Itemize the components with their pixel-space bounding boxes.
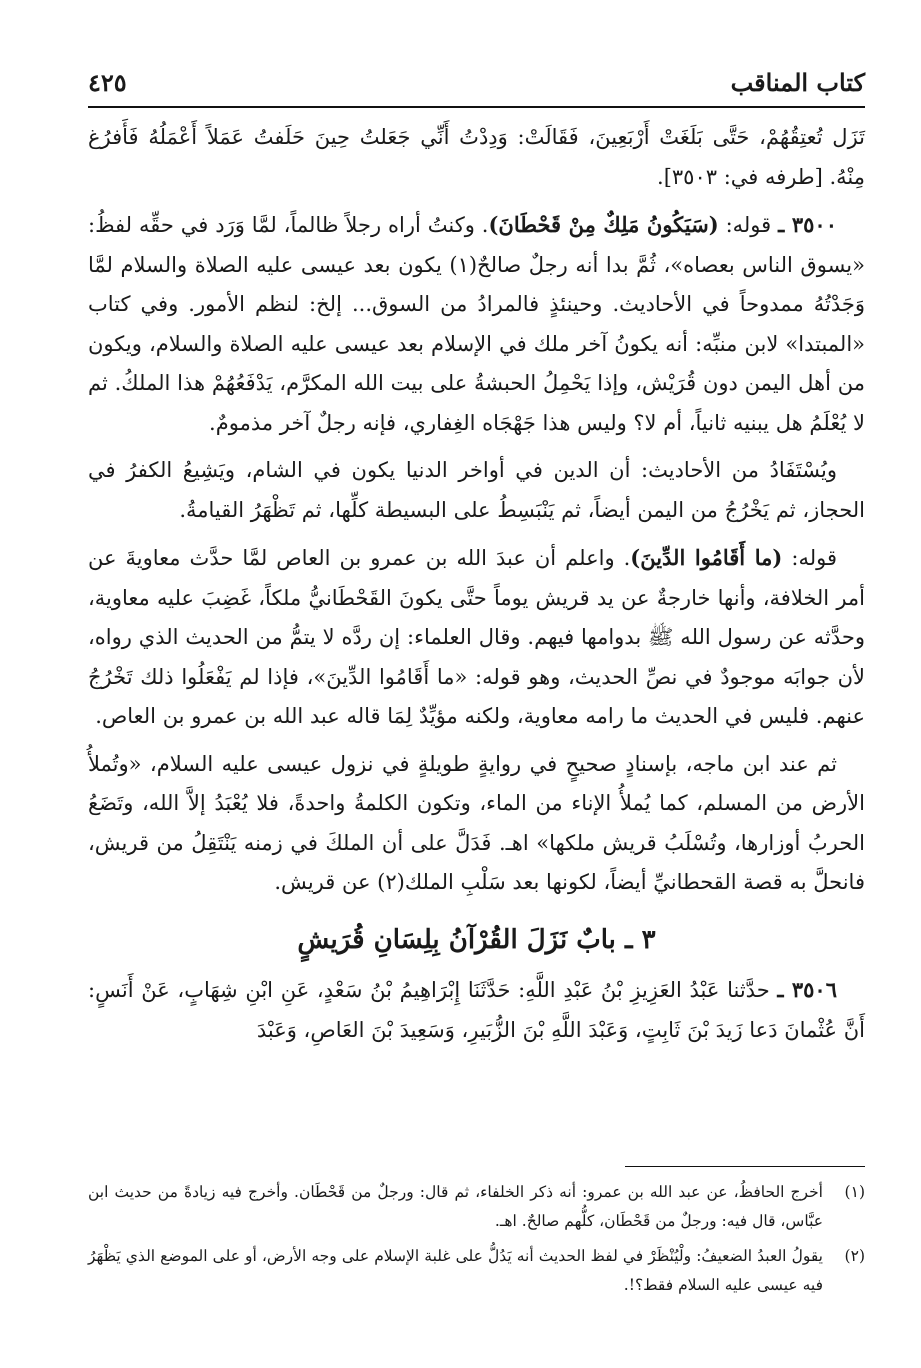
chapter-heading: ٣ ـ بابٌ نَزَلَ القُرْآنُ بِلِسَانِ قُرَيشٍ: [297, 924, 656, 955]
paragraph-text: حدَّثنا عَبْدُ العَزِيزِ بْنُ عَبْدِ اللَّهِ: حَدَّثَنَا إِبْرَاهِيمُ بْنُ سَعْدٍ، عَنِ ابْنِ شِهَابٍ، عَنْ أَنَسٍ: أَنَّ عُثْمانَ دَعا زَيدَ بْنَ ثَابِتٍ، وَعَبْدَ اللَّهِ بْنَ الزُّبَيرِ، وَسَعِيدَ بْنَ العَاصِ، وَعَبْدَ: [88, 978, 865, 1042]
paragraph-text: قوله:: [718, 213, 779, 237]
paragraph-yustafad: ويُسْتَفَادُ من الأحاديث: أن الدين في أواخر الدنيا يكون في الشام، ويَشِيعُ الكفرُ في الحجاز، ثم يَخْرُجُ من اليمن أيضاً، ثم يَنْبَسِطُ على البسيطة كلِّها، ثم تَظْهَرُ القيامةُ.: [88, 458, 865, 522]
footnote-text: يقولُ العبدُ الضعيفُ: ولْيُنْظَرْ في لفظ الحديث أنه يَدُلُّ على غلبة الإسلام على وجه الأرض، أو على الموضع الذي يَظْهَرُ فيه عيسى عليه السلام فقط؟!.: [88, 1247, 823, 1294]
paragraph-ma-aqamu: [88, 538, 865, 737]
footnote-marker: (٢): [844, 1247, 865, 1265]
quoted-phrase: (ما أَقَامُوا الدِّينَ): [630, 545, 783, 570]
running-title: كتاب المناقب: [730, 67, 865, 97]
hadith-number: ٣٥٠٦ ـ: [777, 977, 837, 1002]
paragraph-text: . وكنتُ أراه رجلاً ظالماً، لمَّا وَرَد في حقِّه لفظُ: «يسوق الناس بعصاه»، ثُمَّ بدا أنه رجلٌ صالحٌ(١) يكون بعد عيسى عليه الصلاة والسلام لمَّا وَجَدْتُهُ ممدوحاً في الأحاديث. وحينئذٍ فالمرادُ من السوق... إلخ: لنظم الأمور. وفي كتاب «المبتدا» لابن منبِّه: أنه يكونُ آخر ملك في الإسلام بعد عيسى عليه الصلاة والسلام، ويكون من أهل اليمن دون قُرَيْش، وإذا يَحْمِلُ الحبشةُ على بيت الله المكرَّم، يَدْفَعُهُمْ هذا الملكُ. ثم لا يُعْلَمُ هل يبنيه ثانياً، أم لا؟ وليس هذا جَهْجَاه الغِفاري، فإنه رجلٌ آخر مذمومٌ.: [88, 213, 865, 435]
footnote: [88, 1178, 865, 1236]
paragraph-continuation: تَزَل تُعتِقُهُمْ، حَتَّى بَلَغَتْ أَرْبَعِينَ، فَقَالَتْ: وَدِدْتُ أَنِّي جَعَلتُ حِينَ حَلَفتُ عَمَلاً أَعْمَلُهُ فَأَفرُغ مِنْهُ. [طرفه في: ٣٥٠٣].: [88, 125, 865, 189]
page-header: [88, 62, 865, 102]
hadith-number: ٣٥٠٠ ـ: [778, 212, 837, 237]
paragraph-ibn-majah: ثم عند ابن ماجه، بإسنادٍ صحيحٍ في روايةٍ طويلةٍ في نزول عيسى عليه السلام، «وتُملأُ الأرض من المسلم، كما يُملأُ الإناء من الماء، وتكون الكلمةُ واحدةً، فلا يُعْبَدُ إلاَّ الله، وتَضَعُ الحربُ أوزارها، وتُسْلَبُ قريش ملكها» اهـ. فَدَلَّ على أن الملكَ في زمنه يَنْتَقِلُ من قريش، فانحلَّ به قصة القحطانيِّ أيضاً، لكونها بعد سَلْبِ الملك(٢) عن قريش.: [88, 751, 865, 894]
footnotes: [88, 1178, 865, 1306]
footnote-text: أخرج الحافظُ، عن عبد الله بن عمرو: أنه ذكر الخلفاء، ثم قال: ورجلٌ من قَحْطَان. وأخرج فيه زيادةً من حديث ابن عبَّاس، قال فيه: ورجلٌ من قَحْطَان، كلُّهم صالحٌ. اهـ.: [88, 1183, 823, 1230]
quoted-phrase: (سَيَكُونُ مَلِكٌ مِنْ قَحْطَانَ): [488, 212, 719, 237]
footnote-marker: (١): [844, 1183, 865, 1201]
paragraph-text: . واعلم أن عبدَ الله بن عمرو بن العاص لمَّا حدَّث معاويةَ عن أمر الخلافة، وأنها خارجةٌ عن يد قريش يوماً حتَّى يكونَ القَحْطَانيُّ ملكاً، غَضِبَ عليه معاوية، وحدَّثه عن رسول الله ﷺ بدوامها فيهم. وقال العلماء: إن ردَّه لا يتمُّ من الحديث الذي رواه، لأن جوابَه موجودٌ في نصِّ الحديث، وهو قوله: «ما أَقَامُوا الدِّينَ»، فإذا لم يَفْعَلُوا ذلك تَخْرُجُ عنهم. فليس في الحديث ما رامه معاوية، ولكنه مؤيِّدٌ لِمَا قاله عبد الله بن عمرو بن العاص.: [88, 546, 865, 728]
footnote: [88, 1242, 865, 1300]
main-text: [88, 118, 865, 1058]
header-divider: [88, 106, 865, 108]
footnote-divider: [625, 1166, 865, 1167]
paragraph-3500: [88, 205, 865, 443]
paragraph-text: قوله:: [782, 546, 838, 570]
page-number: ٤٢٥: [88, 67, 127, 97]
paragraph-3506: [88, 970, 865, 1050]
